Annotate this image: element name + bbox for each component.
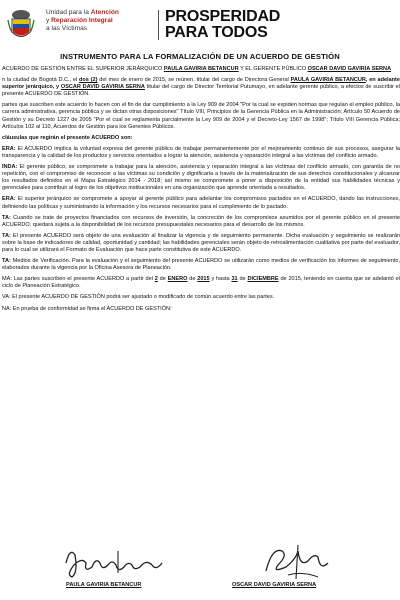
signature-left-image [60, 543, 175, 581]
clause-sixth: TA: Medios de Verificación. Para la evaluación y el seguimiento del presente ACUERDO se utilizarán como medios de verificación los informes de seguimiento, elaborados durante la vigencia por la Oficina Asesora de Planeación. [2, 258, 400, 272]
signature-right-name: OSCAR DAVID GAVIRIA SERNA [232, 582, 317, 588]
clause-adjustment: VA: El presente ACUERDO DE GESTIÓN podrá ser ajustado o modificado de común acuerdo entre las partes. [2, 294, 275, 301]
signature-left-name: PAULA GAVIRIA BETANCUR [66, 582, 142, 588]
meeting-paragraph: n la ciudad de Bogotá D.C., el dos (2) del mes de enero de 2015, se reúnen, titular del cargo de Directora General PAULA GAVIRIA BETANCUR, en adelante superior jerárquico, y OSCAR DAVID GAVIRIA SERNA titular del cargo de Director Territorial Putumayo, en adelante gerente público, a efectos de suscribir el presente ACUERDO DE GESTIÓN. [2, 77, 400, 98]
clause-second: INDA: El gerente público, se compromete a trabajar para la atención, asistencia y reparación integral a las víctimas del conflicto armado, con garantía de no repetición, con el compromiso de reconocer a las víctimas su condición y dignificarla a través de la materialización de sus derechos constitucionales y alcanzar los resultados definidos en el Mapa Estratégico 2014 - 2018; así mismo se compromete a poner a disposición de la entidad sus habilidades técnicas y gerenciales para contribuir al logro de los objetivos institucionales en una organización que aprende orientada a resultados. [2, 164, 400, 192]
signature-statement: NA: En prueba de conformidad se firma el ACUERDO DE GESTIÓN: [2, 305, 172, 312]
clause-validity: MA: Las partes suscriben el presente ACUERDO a partir del 2 de ENERO de 2015 y hasta 31 de DICIEMBRE de 2015, teniendo en cuenta que se adelantó el ciclo de Planeación Estratégico. [2, 276, 400, 290]
clause-fourth: TA: Cuando se trate de proyectos financiados con recursos de inversión, la concreción de los compromisos asumidos por el gerente público en el presente ACUERDO, quedará sujeta a la disponibilidad de los recursos presupuestales necesarios para el desarrollo de los mismos. [2, 214, 400, 228]
intro-paragraph: ACUERDO DE GESTIÓN ENTRE EL SUPERIOR JERÁRQUICO PAULA GAVIRIA BETANCUR Y EL GERENTE PÚBLICO OSCAR DAVID GAVIRIA SERNA [2, 66, 392, 72]
header-divider [158, 10, 159, 40]
colombia-coat-of-arms-icon [6, 8, 36, 42]
prosperidad-para-todos-logo: PROSPERIDAD PARA TODOS [165, 8, 281, 41]
document-title: INSTRUMENTO PARA LA FORMALIZACIÓN DE UN ACUERDO DE GESTIÓN [60, 52, 340, 61]
signature-block [0, 541, 400, 600]
clause-third: ERA: El superior jerárquico se compromete a apoyar al gerente público para adelantar los compromisos pactados en el ACUERDO, dando las instrucciones, definiendo las políticas y suministrando la información y los recursos necesarios para el cumplimiento de lo pactado. [2, 196, 400, 210]
document-body [2, 66, 400, 317]
clauses-heading: cláusulas que regirán el presente ACUERDO son: [2, 134, 133, 141]
unidad-victimas-logo-text: Unidad para la Atención y Reparación Integral a las Víctimas [46, 9, 119, 33]
document-header [0, 0, 400, 52]
clause-first: ERA: El ACUERDO implica la voluntad expresa del gerente público de trabajar permanentemente por el mejoramiento continuo de sus procesos, asegurar la transparencia y la calidad de los productos y servicios orientados a lograr la atención, asistencia y reparación integral a las víctimas del conflicto armado. [2, 145, 400, 159]
signature-right-image [258, 541, 338, 583]
legal-basis-paragraph: partes que suscriben este acuerdo lo hacen con el fin de dar cumplimiento a la Ley 909 de 2004 "Por la cual se expiden normas que regulan el empleo público, la carrera administrativa, gerencia pública y se dictan otras disposiciones" Título VIII, Principios de la Gerencia Pública en la Administración; Artículo 50 Acuerdo de Gestión y su Decreto 1227 de 2005 "Por el cual se reglamenta parcialmente la Ley 909 de 2004 y el Decreto-Ley 1567 de 1998"; Título VIII Gerencia Pública; Artículos 102 al 110, Acuerdos de Gestión para los Gerentes Públicos. [2, 102, 400, 130]
clause-fifth: TA: El presente ACUERDO será objeto de una evaluación al finalizar la vigencia y de seguimiento permanente. Dicha evaluación y seguimiento se realizarán sobre la base de indicadores de calidad, oportunidad y cantidad; las habilidades gerenciales serán objeto de retroalimentación cualitativa por parte del evaluador, para lo cual se utilizará el Formato de Evaluación que hace parte constitutiva de este ACUERDO. [2, 232, 400, 253]
